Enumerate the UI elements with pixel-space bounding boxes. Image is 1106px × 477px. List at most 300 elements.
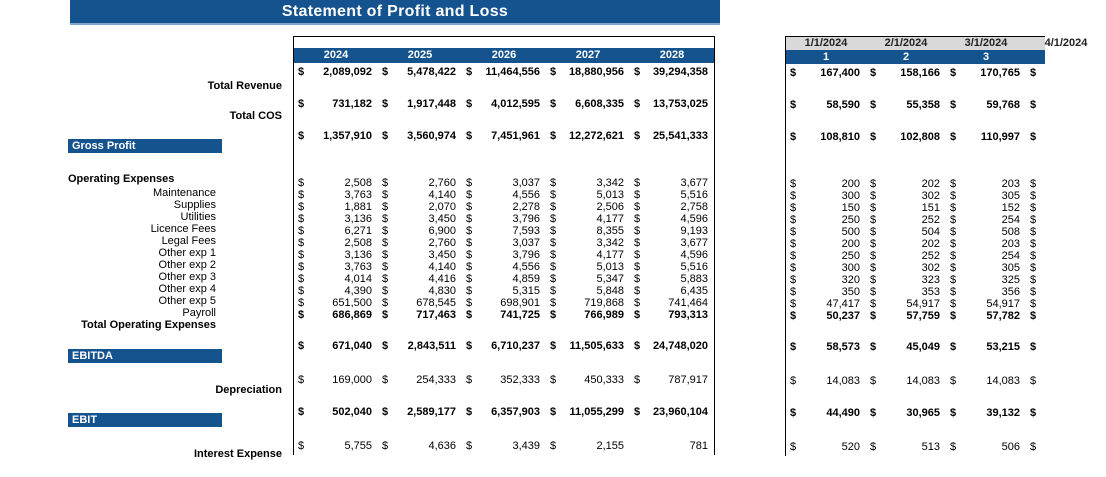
cell-value: 47,417 <box>826 298 860 310</box>
currency-symbol: $ <box>382 374 389 386</box>
cell-value: 53,215 <box>986 341 1020 353</box>
cell-value: 302 <box>921 190 940 202</box>
currency-symbol: $ <box>870 131 877 143</box>
currency-symbol: $ <box>950 441 957 453</box>
cell-value: 3,796 <box>512 249 540 261</box>
annual-row-supplies[interactable] <box>294 189 714 201</box>
currency-symbol: $ <box>466 201 473 213</box>
cell-value: 353 <box>921 286 940 298</box>
cell-value: 14,083 <box>906 375 940 387</box>
currency-symbol: $ <box>298 285 305 297</box>
currency-symbol: $ <box>870 238 877 250</box>
currency-symbol: $ <box>298 98 305 110</box>
cell-value: 30,965 <box>906 407 940 419</box>
cell-value: 6,271 <box>344 225 372 237</box>
annual-row-depreciation[interactable] <box>294 371 714 389</box>
currency-symbol: $ <box>550 237 557 249</box>
currency-symbol: $ <box>1030 99 1037 111</box>
currency-symbol: $ <box>466 406 473 418</box>
label-gap-2 <box>0 125 290 137</box>
cell-value: 7,593 <box>512 225 540 237</box>
label-gap-1 <box>0 95 290 107</box>
monthly-row-total-operating-expenses[interactable] <box>786 310 1045 322</box>
cell-value: 719,868 <box>584 297 624 309</box>
currency-symbol: $ <box>1030 238 1037 250</box>
cell-value: 252 <box>921 250 940 262</box>
cell-value: 108,810 <box>820 131 860 143</box>
cell-value: 2,070 <box>428 201 456 213</box>
currency-symbol: $ <box>950 298 957 310</box>
annual-row-legal-fees[interactable] <box>294 225 714 237</box>
cell-value: 58,590 <box>826 99 860 111</box>
annual-row-maintenance[interactable] <box>294 177 714 189</box>
cell-value: 3,796 <box>512 213 540 225</box>
currency-symbol: $ <box>382 177 389 189</box>
cell-value: 58,573 <box>826 341 860 353</box>
cell-value: 5,478,422 <box>407 66 456 78</box>
currency-symbol: $ <box>870 310 877 322</box>
currency-symbol: $ <box>466 440 473 452</box>
currency-symbol: $ <box>382 130 389 142</box>
currency-symbol: $ <box>466 273 473 285</box>
monthly-period-header[interactable]: 2 <box>902 51 910 63</box>
cell-value: 151 <box>921 202 940 214</box>
annual-row-gap-1 <box>294 81 714 95</box>
annual-row-gap-3 <box>294 145 714 161</box>
monthly-row-gap-5 <box>786 356 1045 372</box>
annual-row-other-exp-1[interactable] <box>294 237 714 249</box>
cell-value: 14,083 <box>986 375 1020 387</box>
cell-value: 23,960,104 <box>652 406 708 418</box>
annual-row-total-operating-expenses[interactable] <box>294 309 714 321</box>
cell-value: 13,753,025 <box>652 98 708 110</box>
currency-symbol: $ <box>298 309 305 321</box>
cell-value: 651,500 <box>332 297 372 309</box>
currency-symbol: $ <box>550 249 557 261</box>
currency-symbol: $ <box>790 238 797 250</box>
monthly-row-payroll[interactable] <box>786 298 1045 310</box>
currency-symbol: $ <box>550 66 557 78</box>
label-gap-3 <box>0 155 290 171</box>
currency-symbol: $ <box>950 238 957 250</box>
currency-symbol: $ <box>550 177 557 189</box>
currency-symbol: $ <box>870 226 877 238</box>
annual-row-other-exp-4[interactable] <box>294 273 714 285</box>
monthly-row-legal-fees[interactable] <box>786 226 1045 238</box>
currency-symbol: $ <box>550 374 557 386</box>
currency-symbol: $ <box>382 201 389 213</box>
currency-symbol: $ <box>382 261 389 273</box>
monthly-row-ebit[interactable] <box>786 404 1045 422</box>
currency-symbol: $ <box>550 406 557 418</box>
annual-row-total-cos[interactable] <box>294 95 714 113</box>
annual-header-row <box>294 48 714 63</box>
cell-value: 2,089,092 <box>323 66 372 78</box>
cell-value: 203 <box>1001 178 1020 190</box>
label-other-exp-3: Other exp 3 <box>158 271 216 283</box>
cell-value: 59,768 <box>986 99 1020 111</box>
annual-row-ebitda[interactable] <box>294 337 714 355</box>
currency-symbol: $ <box>382 237 389 249</box>
monthly-table[interactable] <box>785 36 1088 456</box>
currency-symbol: $ <box>950 67 957 79</box>
label-legal-fees: Legal Fees <box>161 235 216 247</box>
currency-symbol: $ <box>298 213 305 225</box>
currency-symbol: $ <box>950 262 957 274</box>
cell-value: 2,506 <box>596 201 624 213</box>
annual-row-total-revenue[interactable] <box>294 63 714 81</box>
currency-symbol: $ <box>382 98 389 110</box>
cell-value: 7,451,961 <box>491 130 540 142</box>
currency-symbol: $ <box>634 213 641 225</box>
currency-symbol: $ <box>1030 375 1037 387</box>
cell-value: 4,177 <box>596 213 624 225</box>
monthly-row-maintenance[interactable] <box>786 178 1045 190</box>
monthly-date-header[interactable]: 1/1/2024 <box>804 37 848 49</box>
monthly-row-other-exp-1[interactable] <box>786 238 1045 250</box>
label-gap-5 <box>0 365 290 381</box>
currency-symbol: $ <box>550 309 557 321</box>
currency-symbol: $ <box>790 274 797 286</box>
currency-symbol: $ <box>298 249 305 261</box>
currency-symbol: $ <box>790 131 797 143</box>
cell-value: 6,608,335 <box>575 98 624 110</box>
label-ebit: EBIT <box>68 413 222 427</box>
currency-symbol: $ <box>634 297 641 309</box>
label-spacer-header <box>0 33 290 55</box>
currency-symbol: $ <box>790 441 797 453</box>
currency-symbol: $ <box>870 286 877 298</box>
annual-row-gap-6 <box>294 389 714 403</box>
label-ebit-wrap <box>0 411 290 429</box>
monthly-row-other-exp-3[interactable] <box>786 262 1045 274</box>
currency-symbol: $ <box>1030 226 1037 238</box>
currency-symbol: $ <box>950 310 957 322</box>
cell-value: 4,596 <box>680 213 708 225</box>
cell-value: 686,869 <box>332 309 372 321</box>
cell-value: 350 <box>841 286 860 298</box>
cell-value: 3,136 <box>344 249 372 261</box>
currency-symbol: $ <box>298 237 305 249</box>
cell-value: 352,333 <box>500 374 540 386</box>
monthly-row-interest-expense[interactable] <box>786 438 1045 456</box>
currency-symbol: $ <box>466 213 473 225</box>
currency-symbol: $ <box>298 440 305 452</box>
cell-value: 202 <box>921 238 940 250</box>
currency-symbol: $ <box>382 66 389 78</box>
currency-symbol: $ <box>1030 67 1037 79</box>
monthly-row-other-exp-4[interactable] <box>786 274 1045 286</box>
cell-value: 6,357,903 <box>491 406 540 418</box>
cell-value: 678,545 <box>416 297 456 309</box>
cell-value: 252 <box>921 214 940 226</box>
cell-value: 520 <box>841 441 860 453</box>
cell-value: 8,355 <box>596 225 624 237</box>
label-spacer-hdr2 <box>0 55 290 77</box>
currency-symbol: $ <box>870 375 877 387</box>
annual-row-gross-profit[interactable] <box>294 127 714 145</box>
cell-value: 4,596 <box>680 249 708 261</box>
monthly-date-header[interactable]: 4/1/2024 <box>1044 37 1088 49</box>
currency-symbol: $ <box>634 237 641 249</box>
currency-symbol: $ <box>634 406 641 418</box>
annual-row-ebit[interactable] <box>294 403 714 421</box>
cell-value: 250 <box>841 250 860 262</box>
cell-value: 5,013 <box>596 261 624 273</box>
label-other-exp-2: Other exp 2 <box>158 259 216 271</box>
monthly-row-total-cos[interactable] <box>786 96 1045 114</box>
label-total-cos: Total COS <box>229 110 282 122</box>
cell-value: 2,508 <box>344 177 372 189</box>
monthly-period-header[interactable]: 1 <box>822 51 830 63</box>
annual-col-header[interactable]: 2025 <box>407 49 433 61</box>
currency-symbol: $ <box>466 225 473 237</box>
cell-value: 2,760 <box>428 237 456 249</box>
annual-table[interactable] <box>293 36 715 455</box>
label-ebitda: EBITDA <box>68 349 222 363</box>
currency-symbol: $ <box>1030 298 1037 310</box>
currency-symbol: $ <box>550 189 557 201</box>
currency-symbol: $ <box>950 226 957 238</box>
annual-row-gap-2 <box>294 113 714 127</box>
monthly-row-licence-fees[interactable] <box>786 214 1045 226</box>
currency-symbol: $ <box>382 213 389 225</box>
currency-symbol: $ <box>1030 341 1037 353</box>
annual-col-header[interactable]: 2024 <box>323 49 349 61</box>
monthly-date-header[interactable]: 2/1/2024 <box>884 37 928 49</box>
currency-symbol: $ <box>790 298 797 310</box>
cell-value: 3,037 <box>512 237 540 249</box>
annual-table-body <box>294 63 714 455</box>
cell-value: 9,193 <box>680 225 708 237</box>
annual-row-gap-7 <box>294 421 714 437</box>
cell-value: 1,917,448 <box>407 98 456 110</box>
cell-value: 4,556 <box>512 261 540 273</box>
monthly-row-other-exp-5[interactable] <box>786 286 1045 298</box>
cell-value: 6,435 <box>680 285 708 297</box>
currency-symbol: $ <box>950 178 957 190</box>
currency-symbol: $ <box>1030 202 1037 214</box>
cell-value: 1,881 <box>344 201 372 213</box>
monthly-row-gross-profit[interactable] <box>786 128 1045 146</box>
currency-symbol: $ <box>466 285 473 297</box>
currency-symbol: $ <box>790 310 797 322</box>
monthly-period-header-row <box>786 50 1045 64</box>
cell-value: 254,333 <box>416 374 456 386</box>
cell-value: 254 <box>1001 214 1020 226</box>
currency-symbol: $ <box>950 250 957 262</box>
cell-value: 4,177 <box>596 249 624 261</box>
currency-symbol: $ <box>550 130 557 142</box>
currency-symbol: $ <box>634 340 641 352</box>
cell-value: 169,000 <box>332 374 372 386</box>
currency-symbol: $ <box>298 374 305 386</box>
currency-symbol: $ <box>634 189 641 201</box>
cell-value: 12,272,621 <box>568 130 624 142</box>
currency-symbol: $ <box>1030 262 1037 274</box>
cell-value: 11,055,299 <box>569 406 624 418</box>
cell-value: 5,347 <box>596 273 624 285</box>
currency-symbol: $ <box>634 309 641 321</box>
cell-value: 3,136 <box>344 213 372 225</box>
label-licence-fees: Licence Fees <box>150 223 216 235</box>
currency-symbol: $ <box>634 273 641 285</box>
monthly-row-supplies[interactable] <box>786 190 1045 202</box>
currency-symbol: $ <box>1030 310 1037 322</box>
cell-value: 450,333 <box>584 374 624 386</box>
cell-value: 202 <box>921 178 940 190</box>
cell-value: 4,556 <box>512 189 540 201</box>
cell-value: 203 <box>1001 238 1020 250</box>
currency-symbol: $ <box>870 99 877 111</box>
cell-value: 302 <box>921 262 940 274</box>
currency-symbol: $ <box>298 273 305 285</box>
currency-symbol: $ <box>466 340 473 352</box>
monthly-period-header[interactable] <box>1026 50 1106 64</box>
cell-value: 766,989 <box>584 309 624 321</box>
currency-symbol: $ <box>1030 250 1037 262</box>
cell-value: 323 <box>921 274 940 286</box>
currency-symbol: $ <box>298 340 305 352</box>
label-ebitda-wrap <box>0 347 290 365</box>
cell-value: 24,748,020 <box>652 340 708 352</box>
currency-symbol: $ <box>466 261 473 273</box>
cell-value: 793,313 <box>668 309 708 321</box>
cell-value: 5,013 <box>596 189 624 201</box>
cell-value: 741,725 <box>500 309 540 321</box>
currency-symbol: $ <box>466 297 473 309</box>
page-title-text: Statement of Profit and Loss <box>281 2 509 20</box>
cell-value: 698,901 <box>500 297 540 309</box>
currency-symbol: $ <box>634 374 641 386</box>
currency-symbol: $ <box>950 341 957 353</box>
cell-value: 787,917 <box>668 374 708 386</box>
currency-symbol: $ <box>870 441 877 453</box>
currency-symbol: $ <box>298 189 305 201</box>
cell-value: 4,859 <box>512 273 540 285</box>
currency-symbol: $ <box>298 261 305 273</box>
cell-value: 356 <box>1001 286 1020 298</box>
currency-symbol: $ <box>634 66 641 78</box>
currency-symbol: $ <box>950 274 957 286</box>
cell-value: 200 <box>841 238 860 250</box>
annual-row-opex-header <box>294 161 714 177</box>
cell-value: 3,342 <box>596 177 624 189</box>
currency-symbol: $ <box>550 213 557 225</box>
currency-symbol: $ <box>466 177 473 189</box>
label-supplies: Supplies <box>173 199 216 211</box>
cell-value: 152 <box>1001 202 1020 214</box>
cell-value: 4,636 <box>428 440 456 452</box>
cell-value: 102,808 <box>900 131 940 143</box>
currency-symbol: $ <box>950 214 957 226</box>
currency-symbol: $ <box>634 201 641 213</box>
annual-col-header[interactable]: 2027 <box>575 49 601 61</box>
currency-symbol: $ <box>790 190 797 202</box>
currency-symbol: $ <box>870 341 877 353</box>
currency-symbol: $ <box>298 130 305 142</box>
currency-symbol: $ <box>1030 407 1037 419</box>
currency-symbol: $ <box>382 406 389 418</box>
annual-row-other-exp-5[interactable] <box>294 285 714 297</box>
currency-symbol: $ <box>298 177 305 189</box>
annual-row-payroll[interactable] <box>294 297 714 309</box>
cell-value: 254 <box>1001 250 1020 262</box>
currency-symbol: $ <box>382 225 389 237</box>
currency-symbol: $ <box>382 309 389 321</box>
monthly-row-depreciation[interactable] <box>786 372 1045 390</box>
cell-value: 731,182 <box>332 98 372 110</box>
currency-symbol: $ <box>1030 214 1037 226</box>
cell-value: 3,677 <box>680 177 708 189</box>
monthly-table-body <box>786 64 1045 456</box>
annual-row-other-exp-3[interactable] <box>294 261 714 273</box>
monthly-row-opex-header <box>786 162 1045 178</box>
currency-symbol: $ <box>1030 178 1037 190</box>
currency-symbol: $ <box>382 189 389 201</box>
currency-symbol: $ <box>466 237 473 249</box>
currency-symbol: $ <box>382 340 389 352</box>
cell-value: 25,541,333 <box>652 130 708 142</box>
currency-symbol: $ <box>550 285 557 297</box>
cell-value: 45,049 <box>906 341 940 353</box>
cell-value: 305 <box>1001 262 1020 274</box>
monthly-row-total-revenue[interactable] <box>786 64 1045 82</box>
annual-row-utilities[interactable] <box>294 201 714 213</box>
cell-value: 717,463 <box>416 309 456 321</box>
currency-symbol: $ <box>466 374 473 386</box>
annual-row-licence-fees[interactable] <box>294 213 714 225</box>
cell-value: 5,315 <box>512 285 540 297</box>
cell-value: 54,917 <box>906 298 940 310</box>
monthly-row-ebitda[interactable] <box>786 338 1045 356</box>
monthly-row-gap-3 <box>786 146 1045 162</box>
annual-row-interest-expense[interactable] <box>294 437 714 455</box>
currency-symbol: $ <box>950 286 957 298</box>
currency-symbol: $ <box>790 375 797 387</box>
currency-symbol: $ <box>950 202 957 214</box>
monthly-row-gap-2 <box>786 114 1045 128</box>
monthly-period-header[interactable]: 3 <box>982 51 990 63</box>
monthly-row-other-exp-2[interactable] <box>786 250 1045 262</box>
cell-value: 3,677 <box>680 237 708 249</box>
label-other-exp-4: Other exp 4 <box>158 283 216 295</box>
monthly-date-header[interactable]: 3/1/2024 <box>964 37 1008 49</box>
label-gap-4 <box>0 331 290 347</box>
cell-value: 2,760 <box>428 177 456 189</box>
cell-value: 1,357,910 <box>323 130 372 142</box>
annual-row-gap-4 <box>294 321 714 337</box>
cell-value: 4,140 <box>428 261 456 273</box>
annual-col-header[interactable]: 2026 <box>491 49 517 61</box>
currency-symbol: $ <box>550 261 557 273</box>
cell-value: 741,464 <box>668 297 708 309</box>
monthly-row-utilities[interactable] <box>786 202 1045 214</box>
currency-symbol: $ <box>550 273 557 285</box>
cell-value: 3,439 <box>512 440 540 452</box>
currency-symbol: $ <box>790 178 797 190</box>
cell-value: 167,400 <box>820 67 860 79</box>
annual-col-header[interactable]: 2028 <box>659 49 685 61</box>
currency-symbol: $ <box>298 201 305 213</box>
annual-row-other-exp-2[interactable] <box>294 249 714 261</box>
currency-symbol: $ <box>634 177 641 189</box>
cell-value: 6,710,237 <box>491 340 540 352</box>
cell-value: 5,516 <box>680 189 708 201</box>
cell-value: 2,155 <box>596 440 624 452</box>
currency-symbol: $ <box>790 226 797 238</box>
currency-symbol: $ <box>1030 274 1037 286</box>
